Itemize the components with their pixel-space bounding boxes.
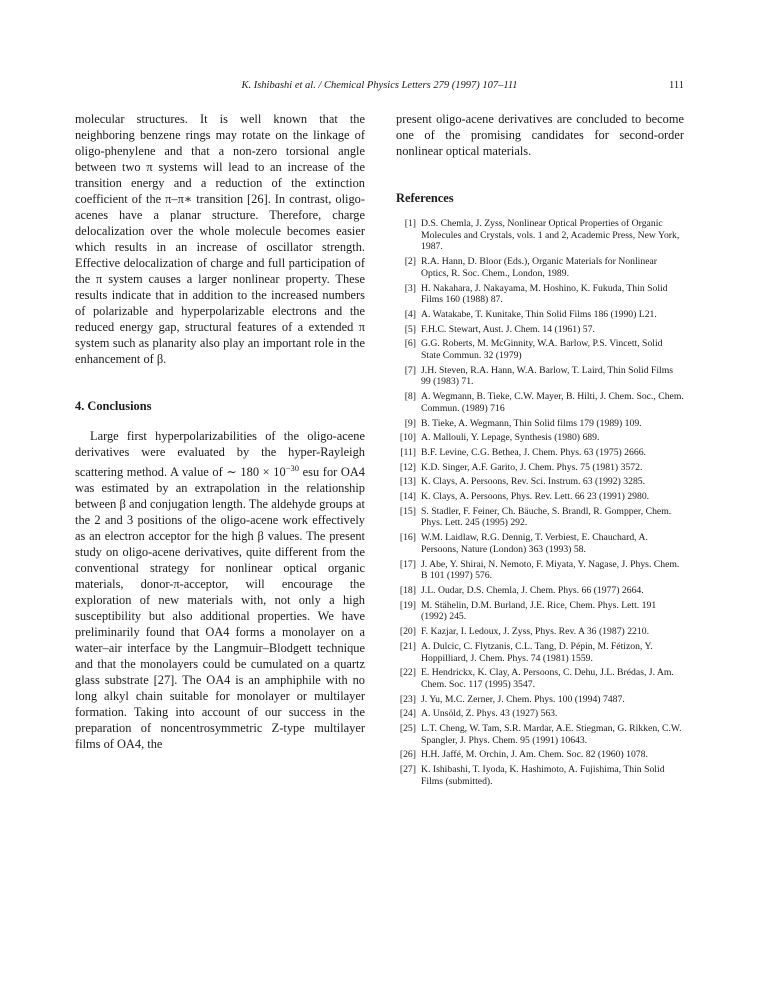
reference-item xyxy=(396,626,684,638)
reference-number: [16] xyxy=(399,532,416,544)
reference-text: K. Clays, A. Persoons, Phys. Rev. Lett. 66 23 (1991) 2980. xyxy=(421,491,650,503)
reference-item xyxy=(396,324,684,336)
hyperpolarizability-value: ∼ 180 × 10 xyxy=(226,465,286,480)
conclusions-text-start: Large first hyperpolarizabilities of the oligo-acene derivatives were evaluated by the hyper-Rayleigh scattering method. A value of xyxy=(75,429,365,480)
references-heading: References xyxy=(396,191,454,205)
reference-text: K. Ishibashi, T. Iyoda, K. Hashimoto, A. Fujishima, Thin Solid Films (submitted). xyxy=(421,764,665,787)
reference-text: R.A. Hann, D. Bloor (Eds.), Organic Materials for Nonlinear Optics, R. Soc. Chem., London, 1989. xyxy=(421,256,658,279)
reference-text: H. Nakahara, J. Nakayama, M. Hoshino, K. Fukuda, Thin Solid Films 160 (1988) 87. xyxy=(421,282,668,306)
reference-number: [5] xyxy=(404,323,416,335)
reference-item xyxy=(396,365,684,388)
reference-text: L.T. Cheng, W. Tam, S.R. Mardar, A.E. Stiegman, G. Rikken, C.W. Spangler, J. Phys. Chem. 95 (1991) 10643. xyxy=(421,723,682,746)
reference-text: H.H. Jaffé, M. Orchin, J. Am. Chem. Soc. 82 (1960) 1078. xyxy=(421,749,648,761)
reference-item xyxy=(396,641,684,664)
reference-item xyxy=(396,506,684,529)
paragraph-conclusions-continued: present oligo-acene derivatives are concluded to become one of the promising candidates for second-order nonlinear optical materials. xyxy=(396,112,684,158)
reference-text: W.M. Laidlaw, R.G. Dennig, T. Verbiest, E. Chauchard, A. Persoons, Nature (London) 363 (1993) 58. xyxy=(421,532,648,555)
reference-number: [9] xyxy=(404,417,416,429)
reference-item xyxy=(396,532,684,555)
reference-item xyxy=(396,338,684,361)
reference-item xyxy=(396,694,684,706)
reference-number: [14] xyxy=(399,491,416,503)
reference-number: [7] xyxy=(404,364,416,376)
reference-number: [21] xyxy=(399,640,416,652)
reference-number: [24] xyxy=(399,708,416,720)
reference-item xyxy=(396,667,684,690)
reference-number: [12] xyxy=(399,461,416,473)
reference-item xyxy=(396,218,684,253)
page-number: 111 xyxy=(669,80,684,91)
reference-item xyxy=(396,600,684,623)
reference-text: J.H. Steven, R.A. Hann, W.A. Barlow, T. Laird, Thin Solid Films 99 (1983) 71. xyxy=(421,364,674,388)
reference-item xyxy=(396,309,684,321)
paragraph-conclusions xyxy=(75,428,365,752)
reference-text: K. Clays, A. Persoons, Rev. Sci. Instrum. 63 (1992) 3285. xyxy=(421,476,646,488)
reference-number: [2] xyxy=(404,256,416,268)
reference-number: [13] xyxy=(399,476,416,488)
section-heading-conclusions: 4. Conclusions xyxy=(75,399,152,413)
reference-number: [20] xyxy=(399,626,416,638)
reference-number: [19] xyxy=(399,599,416,611)
reference-item xyxy=(396,708,684,720)
reference-text: J. Abe, Y. Shirai, N. Nemoto, F. Miyata, Y. Nagase, J. Phys. Chem. B 101 (1997) 576. xyxy=(421,558,680,582)
reference-number: [8] xyxy=(404,391,416,403)
reference-number: [6] xyxy=(404,338,416,350)
reference-text: M. Stähelin, D.M. Burland, J.E. Rice, Chem. Phys. Lett. 191 (1992) 245. xyxy=(421,599,657,623)
reference-item xyxy=(396,462,684,474)
reference-item xyxy=(396,749,684,761)
reference-number: [3] xyxy=(404,282,416,294)
reference-text: A. Wegmann, B. Tieke, C.W. Mayer, B. Hilti, J. Chem. Soc., Chem. Commun. (1989) 716 xyxy=(421,391,684,414)
reference-item xyxy=(396,491,684,503)
reference-item xyxy=(396,476,684,488)
reference-item xyxy=(396,418,684,430)
reference-item xyxy=(396,764,684,787)
reference-text: A. Watakabe, T. Kunitake, Thin Solid Films 186 (1990) L21. xyxy=(421,308,657,320)
reference-item xyxy=(396,723,684,746)
reference-item xyxy=(396,432,684,444)
reference-text: E. Hendrickx, K. Clay, A. Persoons, C. Dehu, J.L. Brédas, J. Am. Chem. Soc. 117 (1995) 3547. xyxy=(421,667,674,690)
reference-number: [27] xyxy=(399,764,416,776)
reference-item xyxy=(396,391,684,414)
reference-item xyxy=(396,283,684,306)
reference-item xyxy=(396,559,684,582)
reference-number: [17] xyxy=(399,558,416,570)
reference-text: F. Kazjar, I. Ledoux, J. Zyss, Phys. Rev. A 36 (1987) 2210. xyxy=(421,626,649,638)
reference-item xyxy=(396,585,684,597)
reference-text: S. Stadler, F. Feiner, Ch. Bäuche, S. Brandl, R. Gompper, Chem. Phys. Lett. 245 (1995) 292. xyxy=(421,505,672,529)
reference-text: J.L. Oudar, D.S. Chemla, J. Chem. Phys. 66 (1977) 2664. xyxy=(421,584,644,596)
right-column xyxy=(396,111,684,791)
reference-number: [10] xyxy=(399,432,416,444)
reference-number: [11] xyxy=(400,446,416,458)
reference-text: B. Tieke, A. Wegmann, Thin Solid films 179 (1989) 109. xyxy=(421,417,642,429)
conclusions-text-rest: esu for OA4 was estimated by an extrapolation in the relationship between β and conjugation length. The aldehyde groups at the 2 and 3 positions of the oligo-acene work effectively as an electron acceptor for the high β values. The present study on oligo-acene derivatives, quite different from the conventional strategy for nonlinear optical organic materials, donor-π-acceptor, will encourage the exploration of new materials with, not only a high susceptibility but also additional properties. We have preliminarily found that OA4 forms a monolayer on a water–air interface by the Langmuir–Blodgett technique and that the monolayers could be cumulated on a quartz glass substrate [27]. The OA4 is an amphiphile with no long alkyl chain suitable for monolayer or multilayer formation. Taking into account of our success in the preparation of noncentrosymmetric Z-type multilayer films of OA4, the xyxy=(75,465,365,752)
reference-text: K.D. Singer, A.F. Garito, J. Chem. Phys. 75 (1981) 3572. xyxy=(421,461,643,473)
reference-number: [23] xyxy=(399,693,416,705)
running-header xyxy=(75,80,684,96)
running-title: K. Ishibashi et al. / Chemical Physics Letters 279 (1997) 107–111 xyxy=(241,80,518,91)
reference-number: [22] xyxy=(399,667,416,679)
hyperpolarizability-exponent: −30 xyxy=(285,463,299,473)
reference-number: [25] xyxy=(399,723,416,735)
reference-item xyxy=(396,447,684,459)
reference-number: [18] xyxy=(399,584,416,596)
reference-number: [1] xyxy=(404,218,416,229)
reference-text: D.S. Chemla, J. Zyss, Nonlinear Optical Properties of Organic Molecules and Crystals, vols. 1 and 2, Academic Press, New York, 1987. xyxy=(421,218,680,253)
reference-item xyxy=(396,256,684,279)
left-column xyxy=(75,111,365,752)
reference-text: F.H.C. Stewart, Aust. J. Chem. 14 (1961) 57. xyxy=(421,323,595,335)
reference-text: A. Dulcic, C. Flytzanis, C.L. Tang, D. Pépin, M. Fétizon, Y. Hoppilliard, J. Chem. Phys. 74 (1981) 1559. xyxy=(421,640,653,664)
reference-list xyxy=(396,218,684,788)
paragraph-structure-discussion: molecular structures. It is well known that the neighboring benzene rings may rotate on the linkage of oligo-phenylene and that a non-zero torsional angle between two π systems will lead to an increase of the transition energy and a reduction of the extinction coefficient of the π–π∗ transition [26]. In contrast, oligo-acenes have a planar structure. Therefore, charge delocalization over the whole molecule becomes easier which results in an increase of oscillator strength. Effective delocalization of charge and full participation of the π system causes a larger nonlinear property. These results indicate that in addition to the increased numbers of polarizable and hyperpolarizable electrons and the reduced energy gap, structural features of a extended π system such as planarity also play an important role in the enhancement of β. xyxy=(75,112,365,366)
reference-text: B.F. Levine, C.G. Bethea, J. Chem. Phys. 63 (1975) 2666. xyxy=(421,446,646,458)
reference-text: A. Unsöld, Z. Phys. 43 (1927) 563. xyxy=(421,708,558,720)
reference-text: A. Mallouli, Y. Lepage, Synthesis (1980) 689. xyxy=(421,432,600,444)
reference-number: [26] xyxy=(399,749,416,761)
reference-text: G.G. Roberts, M. McGinnity, W.A. Barlow, P.S. Vincett, Solid State Commun. 32 (1979) xyxy=(421,338,663,362)
reference-text: J. Yu, M.C. Zerner, J. Chem. Phys. 100 (1994) 7487. xyxy=(421,693,625,705)
reference-number: [4] xyxy=(404,308,416,320)
reference-number: [15] xyxy=(399,505,416,517)
